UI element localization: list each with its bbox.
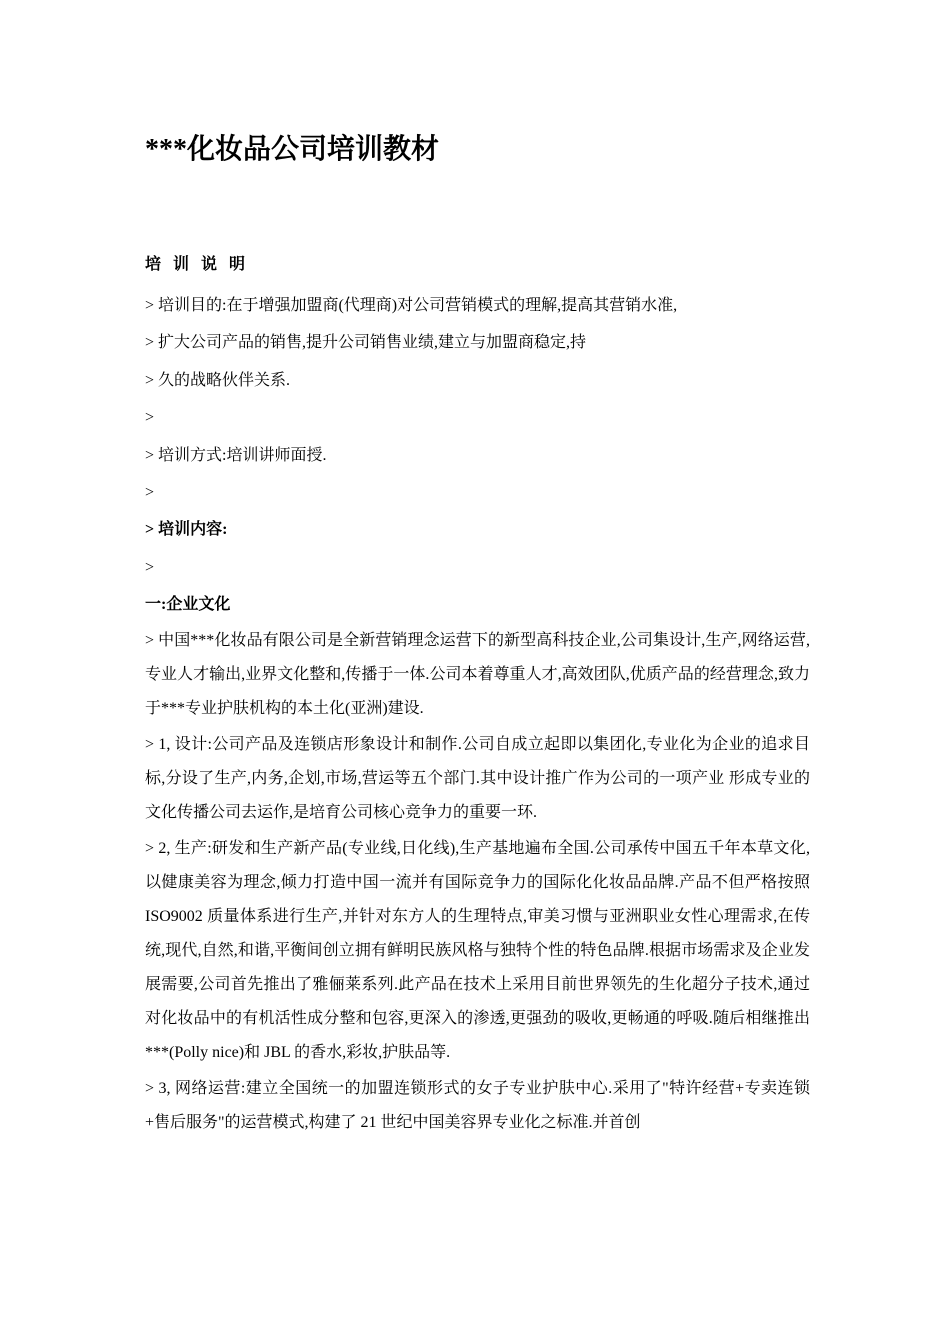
body-line: > 培训目的:在于增强加盟商(代理商)对公司营销模式的理解,提高其营销水准, xyxy=(145,297,678,314)
subsection-heading: > 培训内容: xyxy=(145,521,228,539)
paragraph: > 3, 网络运营:建立全国统一的加盟连锁形式的女子专业护肤中心.采用了"特许经营+专卖连锁+售后服务"的运营模式,构建了 21 世纪中国美容界专业化之标准.并首创 xyxy=(145,1079,810,1131)
document-title: ***化妆品公司培训教材 xyxy=(145,134,440,165)
body-line: > xyxy=(145,558,155,576)
paragraph: > 中国***化妆品有限公司是全新营销理念运营下的新型高科技企业,公司集设计,生产,网络运营,专业人才输出,业界文化整和,传播于一体.公司本着尊重人才,高效团队,优质产品的经营理念,致力于***专业护肤机构的本土化(亚洲)建设. xyxy=(145,631,810,717)
body-line: > 培训方式:培训讲师面授. xyxy=(145,446,327,464)
section-heading: 培 训 说 明 xyxy=(145,256,250,273)
body-line: > 扩大公司产品的销售,提升公司销售业绩,建立与加盟商稳定,持 xyxy=(145,334,587,352)
body-line: > xyxy=(145,483,155,501)
paragraph: > 1, 设计:公司产品及连锁店形象设计和制作.公司自成立起即以集团化,专业化为企业的追求目标,分设了生产,内务,企划,市场,营运等五个部门.其中设计推广作为公司的一项产业 形成专业的文化传播公司去运作,是培育公司核心竞争力的重要一环. xyxy=(145,735,810,821)
paragraph: > 2, 生产:研发和生产新产品(专业线,日化线),生产基地遍布全国.公司承传中国五千年本草文化,以健康美容为理念,倾力打造中国一流并有国际竞争力的国际化化妆品品牌.产品不但严格按照 ISO9002 质量体系进行生产,并针对东方人的生理特点,审美习惯与亚洲职业女性心理需求,在传统,现代,自然,和谐,平衡间创立拥有鲜明民族风格与独特个性的特色品牌.根据市场需求及企业发展需要,公司首先推出了雅俪莱系列.此产品在技术上采用目前世界领先的生化超分子技术,通过对化妆品中的有机活性成分整和包容,更深入的渗透,更强劲的吸收,更畅通的呼吸.随后相继推出***(Polly nice)和 JBL 的香水,彩妆,护肤品等. xyxy=(145,839,810,1061)
document-body xyxy=(145,287,810,1142)
body-line: > 久的战略伙伴关系. xyxy=(145,371,291,389)
body-line: > xyxy=(145,409,155,427)
chapter-heading: 一:企业文化 xyxy=(145,596,231,614)
